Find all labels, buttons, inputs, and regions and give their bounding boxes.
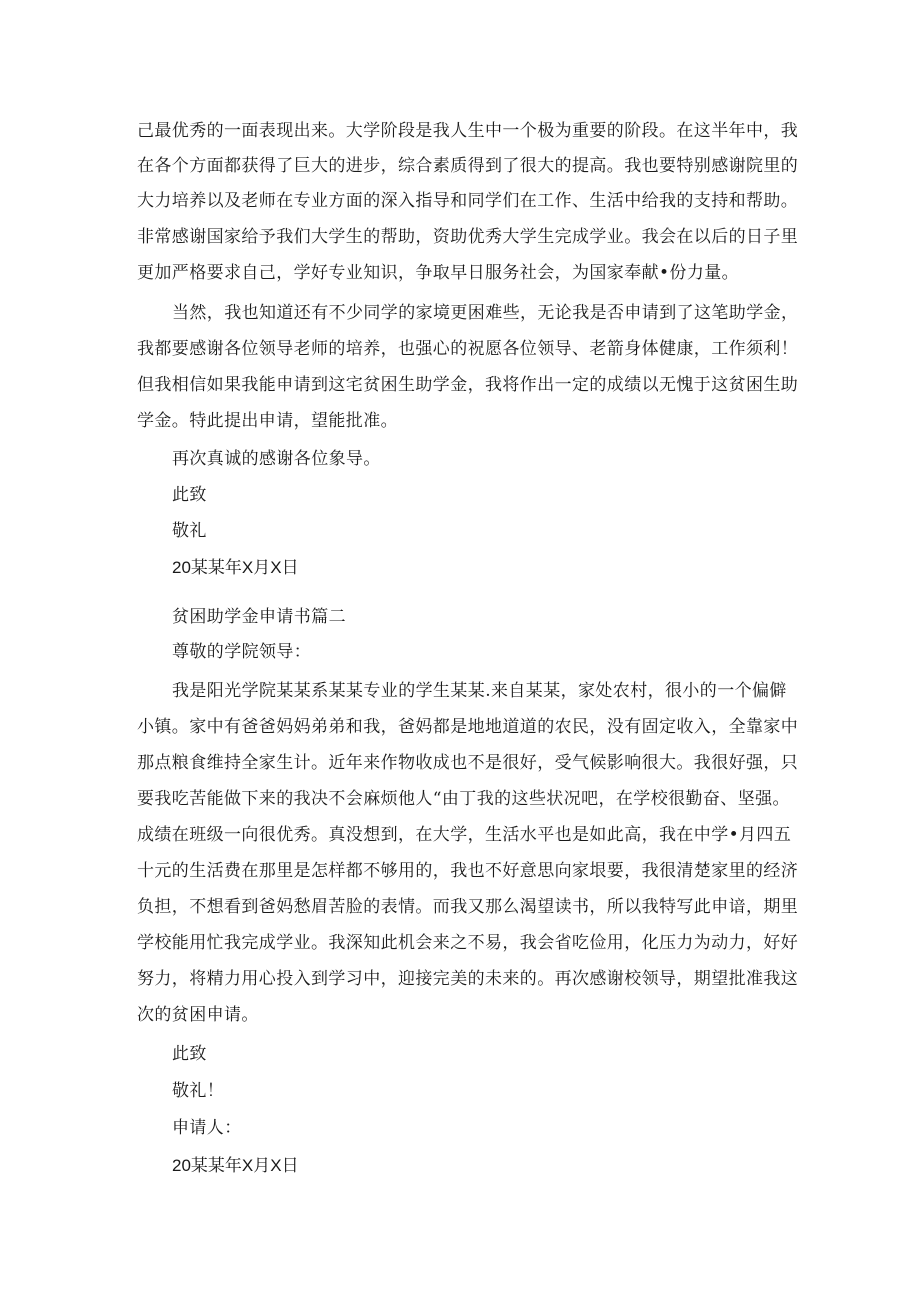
paragraph-line: 小镇。家中有爸爸妈妈弟弟和我，爸妈都是地地道道的农民，没有固定收入，全靠家中: [137, 717, 799, 737]
closing-line: 此致: [172, 485, 207, 505]
date-line: 20某某年X月X日: [172, 1156, 299, 1175]
paragraph-line: 成绩在班级一向很优秀。真没想到，在大学，生活水平也是如此高，我在中学•月四五: [137, 825, 792, 845]
applicant-line: 申请人：: [172, 1118, 242, 1138]
paragraph-line: 在各个方面都获得了巨大的进步，综合素质得到了很大的提高。我也要特别感谢院里的: [137, 156, 799, 176]
salute-line: 敬礼: [172, 521, 207, 541]
paragraph-line: 要我吃苦能做下来的我决不会麻烦他人“由丁我的这些状况吧，在学校很勤奋、坚强。: [137, 789, 790, 809]
paragraph-line: 努力，将精力用心投入到学习中，迎接完美的未来的。再次感谢校领导，期望批准我这: [137, 969, 799, 989]
closing-line: 此致: [172, 1044, 207, 1064]
paragraph-line: 那点粮食维持全家生计。近年来作物收成也不是很好，受气候影响很大。我很好强，只: [137, 753, 799, 773]
paragraph-line: 十元的生活费在那里是怎样都不够用的，我也不好意思向家垠要，我很清楚家里的经济: [137, 861, 799, 881]
date-line: 20某某年X月X日: [172, 558, 299, 577]
paragraph-line: 我都要感谢各位领导老师的培养，也强心的祝愿各位领导、老箭身体健康，工作须利！: [137, 339, 799, 359]
paragraph-line: 学金。特此提出申请，望能批准。: [137, 411, 398, 431]
paragraph-line: 负担，不想看到爸妈愁眉苦脸的表情。而我又那么渴望读书，所以我特写此申谙，期里: [137, 897, 799, 917]
paragraph-line: 更加严格要求自己，学好专业知识，争取早日服务社会，为国家奉献•份力量。: [137, 263, 740, 283]
salute-line: 敬礼！: [172, 1081, 225, 1101]
section-title: 贫困助学金申请书篇二: [172, 607, 346, 627]
thanks-line: 再次真诚的感谢各位象导。: [172, 449, 381, 469]
paragraph-line: 己最优秀的一面表现出来。大学阶段是我人生中一个极为重要的阶段。在这半年中，我: [137, 121, 799, 141]
paragraph-line: 大力培养以及老师在专业方面的深入指导和同学们在工作、生活中给我的支持和帮助。: [137, 191, 799, 211]
greeting-line: 尊敬的学院领导：: [172, 642, 312, 662]
paragraph-line: 非常感谢国家给予我们大学生的帮助，资助优秀大学生完成学业。我会在以后的日子里: [137, 227, 799, 247]
paragraph-line: 但我相信如果我能申请到这宅贫困生助学金，我将作出一定的成绩以无愧于这贫困生助: [137, 375, 799, 395]
paragraph-line: 我是阳光学院某某系某某专业的学生某某.来自某某，家处农村，很小的一个偏僻: [172, 681, 787, 701]
paragraph-line: 当然，我也知道还有不少同学的家境更困难些，无论我是否申请到了这笔助学金，: [172, 303, 799, 323]
paragraph-line: 学校能用忙我完成学业。我深知此机会来之不易，我会省吃俭用，化压力为动力，好好: [137, 933, 799, 953]
paragraph-line: 次的贫困申请。: [137, 1005, 259, 1025]
